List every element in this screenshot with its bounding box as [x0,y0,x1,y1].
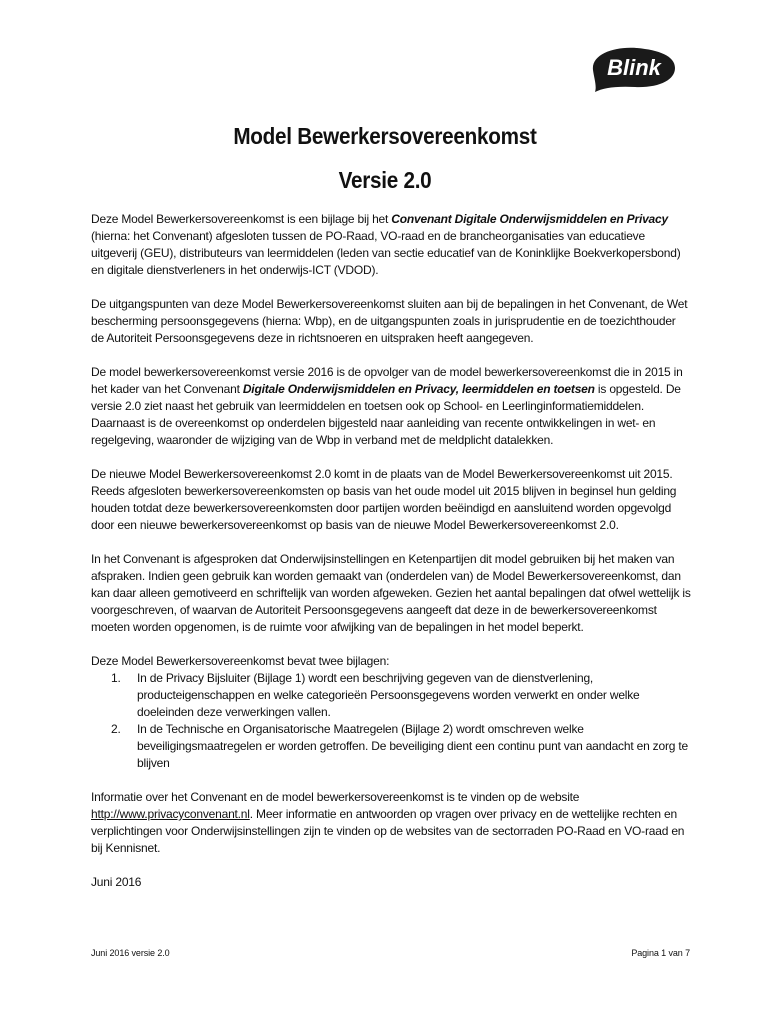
page-title: Model Bewerkersovereenkomst [233,123,537,149]
paragraph-intro [91,211,691,279]
list-text: In de Technische en Organisatorische Maatregelen (Bijlage 2) wordt omschreven welke beveiligingsmaatregelen er worden getroffen. De beveiliging dient een continu punt van aandacht en zorg te blijven [137,722,688,770]
list-text: In de Privacy Bijsluiter (Bijlage 1) wordt een beschrijving gegeven van de dienstverlening, producteigenschappen en welke categorieën Persoonsgegevens worden verwerkt en onder welke doeleinden deze verwerkingen vallen. [137,671,640,719]
text-span: De model bewerkersovereenkomst versie 2016 is de opvolger van de model bewerkersovereenkomst die in 2015 in het kader van het Convenant [91,365,683,396]
list-number: 2. [111,722,121,736]
list-item [91,670,691,721]
blink-logo [585,40,681,94]
paragraph-informatie [91,789,691,857]
privacyconvenant-link[interactable]: http://www.privacyconvenant.nl [91,807,250,821]
paragraph-bijlagen-intro: Deze Model Bewerkersovereenkomst bevat twee bijlagen: [91,654,390,668]
footer-version: Juni 2016 versie 2.0 [91,948,170,958]
paragraph-uitgangspunten: De uitgangspunten van deze Model Bewerkersovereenkomst sluiten aan bij de bepalingen in het Convenant, de Wet bescherming persoonsgegevens (hierna: Wbp), en de uitgangspunten zoals in jurisprudentie en de toezichthouder de Autoriteit Persoonsgegevens deze in richtsnoeren en uitspraken heeft aangegeven. [91,297,688,345]
footer-page-number: Pagina 1 van 7 [631,948,690,958]
document-date: Juni 2016 [91,875,142,889]
page-subtitle: Versie 2.0 [338,167,432,193]
document-body [91,211,691,908]
list-number: 1. [111,671,121,685]
logo-text: Blink [607,55,661,80]
paragraph-afspraken: In het Convenant is afgesproken dat Onderwijsinstellingen en Ketenpartijen dit model gebruiken bij het maken van afspraken. Indien geen gebruik kan worden gemaakt van (onderdelen van) de Model Bewerkersovereenkomst, dan kan daar alleen gemotiveerd en schriftelijk van worden afgeweken. Gezien het aantal bepalingen dat ofwel wettelijk is voorgeschreven, of waarvan de Autoriteit Persoonsgegevens aangeeft dat deze in de bewerkersovereenkomst moeten worden opgenomen, is de ruimte voor afwijking van de bepalingen in het model beperkt. [91,552,691,634]
text-span: (hierna: het Convenant) afgesloten tussen de PO-Raad, VO-raad en de brancheorganisaties van educatieve uitgeverij (GEU), distributeurs van leermiddelen (leden van sectie educatief van de Koninklijke Boekverkopersbond) en digitale dienstverleners in het onderwijs-ICT (VDOD). [91,229,681,277]
text-span: is opgesteld. De versie 2.0 ziet naast het gebruik van leermiddelen en toetsen ook op School- en Leerlinginformatiemiddelen. Daarnaast is de overeenkomst op onderdelen bijgesteld naar aanleiding van recente ontwikkelingen in wet- en regelgeving, waaronder de wijziging van de Wbp in verband met de meldplicht datalekken. [91,382,681,447]
paragraph-versie [91,364,691,449]
paragraph-nieuwe-model: De nieuwe Model Bewerkersovereenkomst 2.0 komt in de plaats van de Model Bewerkersovereenkomst uit 2015. Reeds afgesloten bewerkersovereenkomsten op basis van het oude model uit 2015 blijven in beginsel hun gelding houden totdat deze bewerkersovereenkomsten door partijen worden beëindigd en aansluitend worden opgevolgd door een nieuwe bewerkersovereenkomst op basis van de nieuwe Model Bewerkersovereenkomst 2.0. [91,467,677,532]
bijlagen-list [91,670,691,772]
text-span: . Meer informatie en antwoorden op vragen over privacy en de wettelijke rechten en verplichtingen voor Onderwijsinstellingen zijn te vinden op de websites van de sectorraden PO-Raad en VO-raad en bij Kennisnet. [91,807,685,855]
list-item [91,721,691,772]
text-span: Informatie over het Convenant en de model bewerkersovereenkomst is te vinden op de website [91,790,580,804]
text-span: Deze Model Bewerkersovereenkomst is een bijlage bij het [91,212,392,226]
convenant-title-emphasis: Convenant Digitale Onderwijsmiddelen en Privacy [391,212,668,226]
convenant-name-emphasis: Digitale Onderwijsmiddelen en Privacy, leermiddelen en toetsen [242,382,595,396]
